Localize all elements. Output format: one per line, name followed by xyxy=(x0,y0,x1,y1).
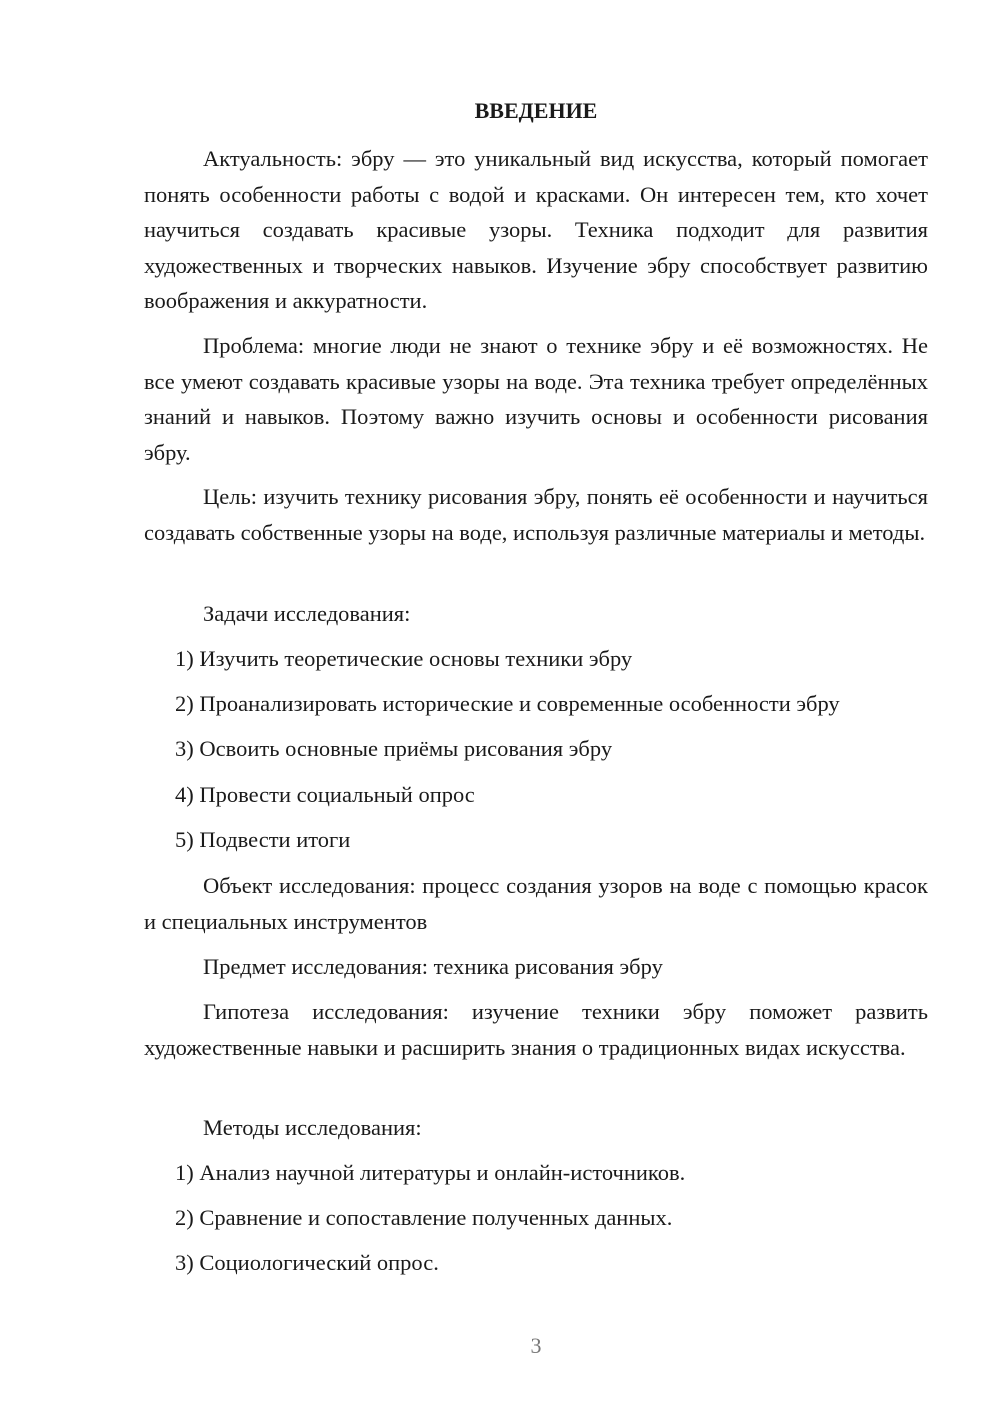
problem-paragraph: Проблема: многие люди не знают о технике эбру и её возможностях. Не все умеют создавать красивые узоры на воде. Эта техника требует определённых знаний и навыков. Поэтому важно изучить основы и особенности рисования эбру. xyxy=(144,333,928,465)
list-item: 2) Сравнение и сопоставление полученных данных. xyxy=(175,1205,673,1230)
list-item: 5) Подвести итоги xyxy=(175,827,351,852)
methods-heading: Методы исследования: xyxy=(203,1115,422,1140)
goal-paragraph: Цель: изучить технику рисования эбру, понять её особенности и научиться создавать собственные узоры на воде, используя различные материалы и методы. xyxy=(144,484,928,545)
list-item: 3) Социологический опрос. xyxy=(175,1250,439,1275)
relevance-paragraph: Актуальность: эбру — это уникальный вид искусства, который помогает понять особенности работы с водой и красками. Он интересен тем, кто хочет научиться создавать красивые узоры. Техника подходит для развития художественных и творческих навыков. Изучение эбру способствует развитию воображения и аккуратности. xyxy=(144,146,928,313)
list-item: 2) Проанализировать исторические и современные особенности эбру xyxy=(175,691,840,716)
page-title: ВВЕДЕНИЕ xyxy=(474,98,598,123)
list-item: 3) Освоить основные приёмы рисования эбру xyxy=(175,736,613,761)
list-item: 4) Провести социальный опрос xyxy=(175,782,475,807)
subject-paragraph: Предмет исследования: техника рисования эбру xyxy=(203,954,663,979)
page-number: 3 xyxy=(530,1333,542,1358)
object-paragraph: Объект исследования: процесс создания узоров на воде с помощью красок и специальных инструментов xyxy=(144,873,928,934)
list-item: 1) Анализ научной литературы и онлайн-источников. xyxy=(175,1160,686,1185)
tasks-heading: Задачи исследования: xyxy=(203,601,411,626)
hypothesis-paragraph: Гипотеза исследования: изучение техники эбру поможет развить художественные навыки и расширить знания о традиционных видах искусства. xyxy=(144,999,928,1060)
list-item: 1) Изучить теоретические основы техники эбру xyxy=(175,646,633,671)
